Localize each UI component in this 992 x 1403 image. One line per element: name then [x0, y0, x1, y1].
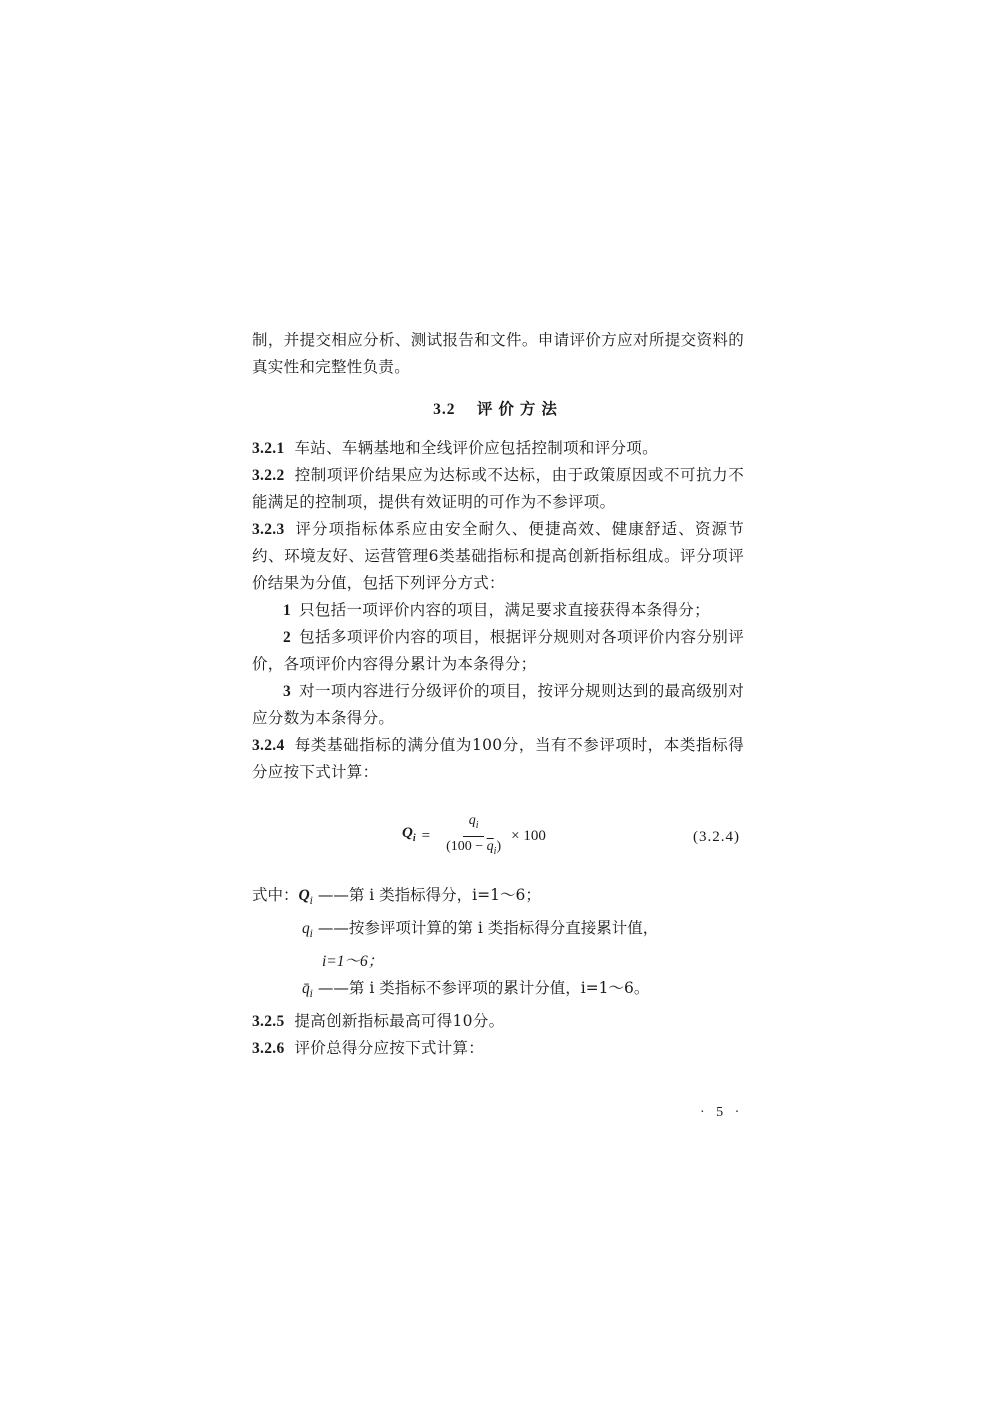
clause-3-2-5 — [252, 1008, 744, 1035]
clause-3-2-4 — [252, 732, 744, 786]
clause-text: 评价总得分应按下式计算： — [294, 1039, 485, 1058]
clause-3-2-3 — [252, 516, 744, 597]
clause-text: 评分项指标体系应由安全耐久、便捷高效、健康舒适、资源节约、环境友好、运营管理6类基础指标和提高创新指标组成。评分项评价结果为分值，包括下列评分方式： — [252, 520, 744, 592]
item-text: 只包括一项评价内容的项目，满足要求直接获得本条得分； — [299, 601, 710, 619]
clause-number: 3.2.2 — [252, 467, 285, 484]
definition-text: 按参评项计算的第 i 类指标得分直接累计值， — [348, 919, 659, 938]
page-number: · 5 · — [700, 1105, 744, 1120]
item-number: 1 — [283, 602, 292, 619]
definition-row-3: $q̄_i$ —— 第 i 类指标不参评项的累计分值，i=1～6。 — [252, 975, 744, 1008]
clause-text: 车站、车辆基地和全线评价应包括控制项和评分项。 — [294, 439, 658, 457]
definition-text: 第 i 类指标不参评项的累计分值，i=1～6。 — [348, 979, 650, 998]
formula-denominator: $(100 - \overline{q}_i)$ — [446, 838, 502, 857]
definitions-lead: 式中： — [252, 886, 299, 904]
formula-times: × 100 — [511, 827, 546, 844]
item-number: 2 — [283, 629, 292, 646]
equation-number: (3.2.4) — [693, 829, 740, 845]
definition-row-2-continuation — [252, 948, 744, 975]
item-text: 对一项内容进行分级评价的项目，按评分规则达到的最高级别对应分数为本条得分。 — [252, 682, 744, 727]
clause-number: 3.2.3 — [252, 521, 285, 538]
list-item-1 — [252, 597, 744, 624]
list-item-3 — [252, 678, 744, 732]
formula-block — [252, 786, 744, 882]
clause-number: 3.2.6 — [252, 1040, 285, 1058]
item-text: 包括多项评价内容的项目，根据评分规则对各项评价内容分别评价，各项评价内容得分累计为本条得分； — [252, 628, 744, 673]
definition-text: 第 i 类指标得分，i=1～6； — [348, 886, 541, 904]
list-item-2 — [252, 624, 744, 678]
clause-number: 3.2.4 — [252, 737, 285, 754]
clause-number: 3.2.5 — [252, 1013, 285, 1031]
item-number: 3 — [283, 683, 292, 700]
document-page — [252, 327, 744, 1062]
clause-3-2-6 — [252, 1035, 744, 1062]
clause-text: 控制项评价结果应为达标或不达标，由于政策原因或不可抗力不能满足的控制项，提供有效证明的可作为不参评项。 — [252, 466, 744, 511]
formula — [402, 812, 546, 861]
formula-equals: = — [421, 827, 431, 844]
definition-row-1: 式中： $Q_i$ —— 第 i 类指标得分，i=1～6； — [252, 882, 744, 915]
clause-text: 提高创新指标最高可得10分。 — [294, 1012, 505, 1031]
clause-3-2-2 — [252, 462, 744, 516]
section-title: 评价方法 — [476, 399, 563, 418]
clause-3-2-1 — [252, 435, 744, 462]
formula-numerator: $q_i$ — [463, 812, 485, 837]
intro-paragraph: 制，并提交相应分析、测试报告和文件。申请评价方应对所提交资料的真实性和完整性负责。 — [252, 331, 744, 376]
section-number: 3.2 — [433, 401, 456, 418]
formula-lhs: $Q_i$ — [402, 825, 416, 845]
section-heading — [252, 395, 744, 423]
formula-definitions — [252, 882, 744, 1008]
formula-fraction — [444, 812, 503, 861]
clause-text: 每类基础指标的满分值为100分，当有不参评项时，本类指标得分应按下式计算： — [252, 736, 744, 781]
definition-text: i=1～6； — [322, 953, 384, 971]
definition-row-2: $q_i$ —— 按参评项计算的第 i 类指标得分直接累计值， — [252, 915, 744, 948]
clause-number: 3.2.1 — [252, 440, 285, 457]
